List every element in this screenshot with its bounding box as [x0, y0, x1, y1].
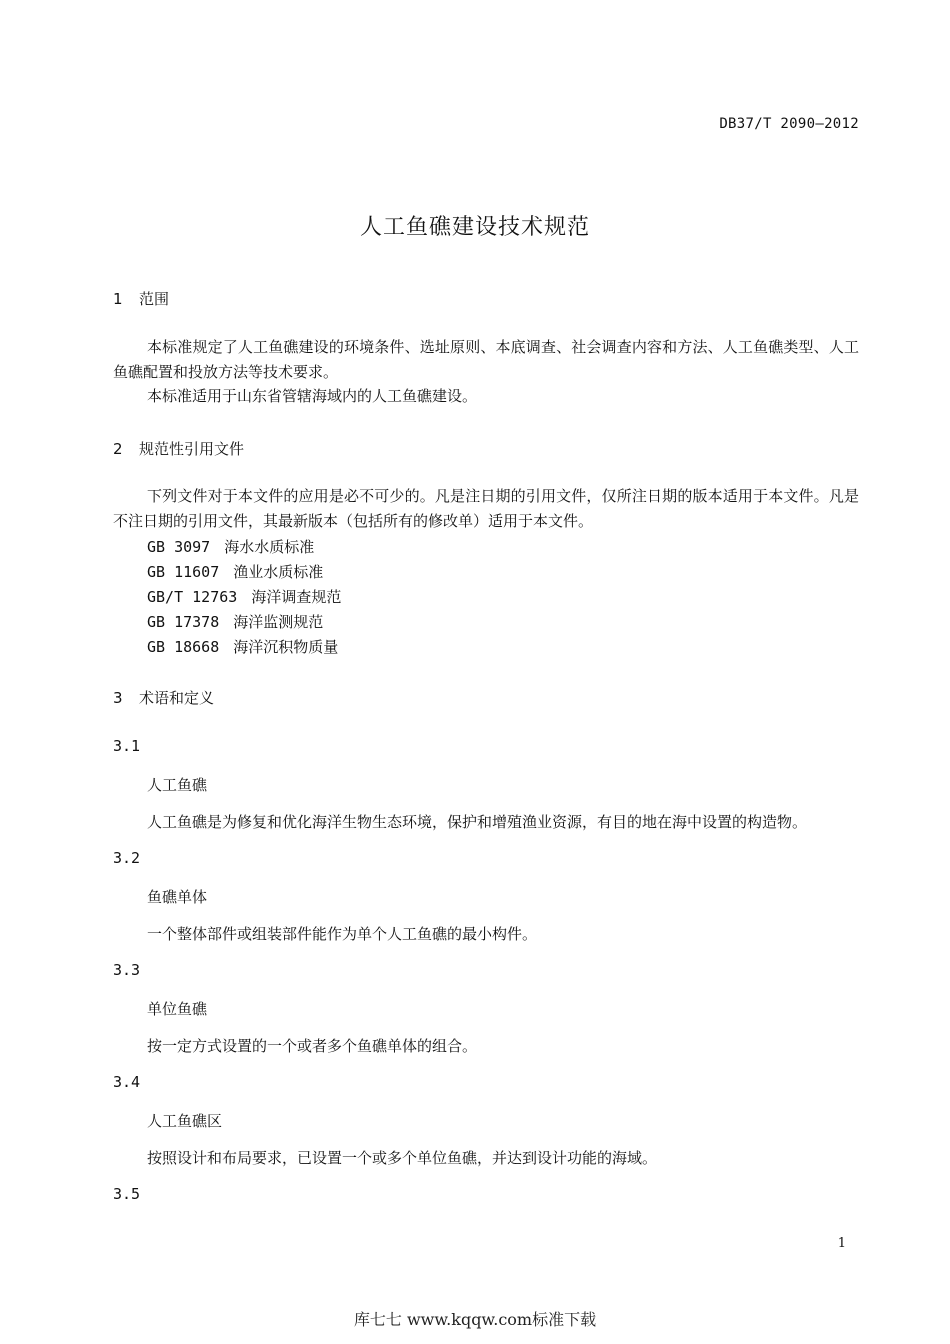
reference-name: 海洋调查规范	[251, 588, 342, 606]
reference-code: GB 17378	[147, 613, 220, 631]
term-name: 单位鱼礁	[147, 1000, 208, 1018]
page-number: 1	[837, 1236, 846, 1251]
section-title: 术语和定义	[139, 689, 215, 707]
term-definition: 人工鱼礁是为修复和优化海洋生物生态环境，保护和增殖渔业资源，有目的地在海中设置的构造物。	[147, 813, 808, 831]
term-number: 3.1	[113, 737, 141, 755]
section-number: 2	[113, 440, 123, 458]
reference-item	[147, 561, 323, 582]
reference-name: 渔业水质标准	[233, 563, 324, 581]
term-name: 人工鱼礁	[147, 776, 208, 794]
references-paragraph: 下列文件对于本文件的应用是必不可少的。凡是注日期的引用文件，仅所注日期的版本适用于本文件。凡是不注日期的引用文件，其最新版本（包括所有的修改单）适用于本文件。	[113, 487, 859, 530]
term-name: 鱼礁单体	[147, 888, 208, 906]
reference-item	[147, 636, 338, 657]
section-heading-2	[113, 438, 244, 459]
reference-code: GB/T 12763	[147, 588, 238, 606]
reference-code: GB 3097	[147, 538, 211, 556]
reference-name: 海洋监测规范	[233, 613, 324, 631]
term-definition: 按一定方式设置的一个或者多个鱼礁单体的组合。	[147, 1037, 478, 1055]
reference-name: 海水水质标准	[224, 538, 315, 556]
section-number: 1	[113, 290, 123, 308]
reference-item	[147, 536, 314, 557]
term-number: 3.4	[113, 1073, 141, 1091]
reference-code: GB 11607	[147, 563, 220, 581]
section-heading-3	[113, 687, 214, 708]
scope-paragraph-1: 本标准规定了人工鱼礁建设的环境条件、选址原则、本底调查、社会调查内容和方法、人工鱼礁类型、人工鱼礁配置和投放方法等技术要求。	[113, 338, 859, 381]
document-code: DB37/T 2090—2012	[719, 116, 859, 132]
section-title: 规范性引用文件	[139, 440, 245, 458]
section-title: 范围	[139, 290, 170, 308]
reference-name: 海洋沉积物质量	[233, 638, 339, 656]
term-number: 3.3	[113, 961, 141, 979]
term-name: 人工鱼礁区	[147, 1112, 223, 1130]
reference-item	[147, 586, 341, 607]
footer-watermark[interactable]: 库七七 www.kqqw.com标准下载	[353, 1310, 597, 1329]
scope-paragraph-2: 本标准适用于山东省管辖海域内的人工鱼礁建设。	[147, 387, 478, 405]
term-number: 3.5	[113, 1185, 141, 1203]
document-title: 人工鱼礁建设技术规范	[359, 215, 590, 240]
section-heading-1	[113, 288, 169, 309]
term-number: 3.2	[113, 849, 141, 867]
section-number: 3	[113, 689, 123, 707]
term-definition: 按照设计和布局要求，已设置一个或多个单位鱼礁，并达到设计功能的海域。	[147, 1149, 658, 1167]
reference-code: GB 18668	[147, 638, 220, 656]
term-definition: 一个整体部件或组装部件能作为单个人工鱼礁的最小构件。	[147, 925, 538, 943]
reference-item	[147, 611, 323, 632]
